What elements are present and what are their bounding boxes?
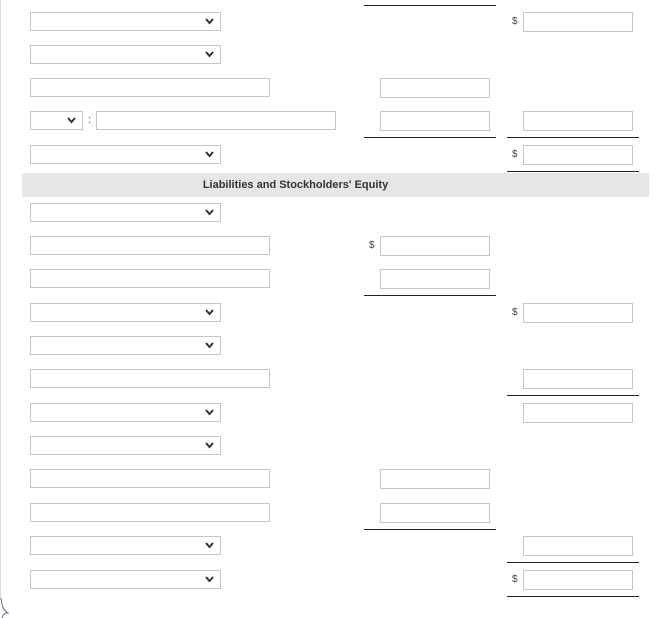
chevron-down-icon	[205, 209, 214, 216]
left-border	[0, 0, 1, 600]
amount-input[interactable]	[380, 78, 490, 98]
total-rule	[507, 395, 639, 396]
total-rule	[507, 171, 639, 172]
total-amount-input[interactable]	[523, 403, 633, 423]
total-rule	[507, 596, 639, 597]
account-select[interactable]	[30, 436, 221, 455]
account-name-input[interactable]	[30, 269, 270, 288]
chevron-down-icon	[67, 117, 76, 124]
small-select[interactable]	[30, 111, 83, 130]
amount-input[interactable]	[380, 111, 490, 131]
amount-input[interactable]	[380, 503, 490, 523]
amount-input[interactable]	[380, 269, 490, 289]
subtotal-rule	[364, 295, 496, 296]
account-select[interactable]	[30, 45, 221, 64]
chevron-down-icon	[205, 542, 214, 549]
chevron-down-icon	[205, 442, 214, 449]
total-amount-input[interactable]	[523, 12, 633, 32]
account-name-input[interactable]	[30, 236, 270, 255]
total-rule	[507, 137, 639, 138]
total-amount-input[interactable]	[523, 145, 633, 165]
subtotal-rule	[364, 5, 496, 6]
subtotal-rule	[364, 529, 496, 530]
currency-symbol: $	[369, 240, 375, 251]
account-select[interactable]	[30, 403, 221, 422]
chevron-down-icon	[205, 151, 214, 158]
account-name-input[interactable]	[30, 78, 270, 97]
colon-separator: :	[88, 114, 92, 126]
total-amount-input[interactable]	[523, 570, 633, 590]
amount-input[interactable]	[380, 469, 490, 489]
amount-input[interactable]	[380, 236, 490, 256]
currency-symbol: $	[512, 16, 518, 27]
account-select[interactable]	[30, 145, 221, 164]
account-select[interactable]	[30, 570, 221, 589]
subtotal-rule	[364, 137, 496, 138]
chevron-down-icon	[205, 51, 214, 58]
chevron-down-icon	[205, 409, 214, 416]
total-rule	[507, 562, 639, 563]
account-select[interactable]	[30, 536, 221, 555]
currency-symbol: $	[512, 149, 518, 160]
account-name-input[interactable]	[30, 369, 270, 388]
currency-symbol: $	[512, 574, 518, 585]
account-name-input[interactable]	[30, 469, 270, 488]
total-amount-input[interactable]	[523, 303, 633, 323]
account-select[interactable]	[30, 203, 221, 222]
chevron-down-icon	[205, 309, 214, 316]
account-name-input[interactable]	[30, 503, 270, 522]
currency-symbol: $	[512, 307, 518, 318]
chevron-down-icon	[205, 342, 214, 349]
account-select[interactable]	[30, 336, 221, 355]
chevron-down-icon	[205, 576, 214, 583]
total-amount-input[interactable]	[523, 536, 633, 556]
account-select[interactable]	[30, 303, 221, 322]
corner-curl-icon	[0, 598, 10, 618]
chevron-down-icon	[205, 18, 214, 25]
section-header-label: Liabilities and Stockholders' Equity	[202, 179, 389, 191]
total-amount-input[interactable]	[523, 369, 633, 389]
account-select[interactable]	[30, 12, 221, 31]
account-name-input[interactable]	[96, 111, 336, 130]
section-header	[22, 173, 649, 197]
total-amount-input[interactable]	[523, 111, 633, 131]
